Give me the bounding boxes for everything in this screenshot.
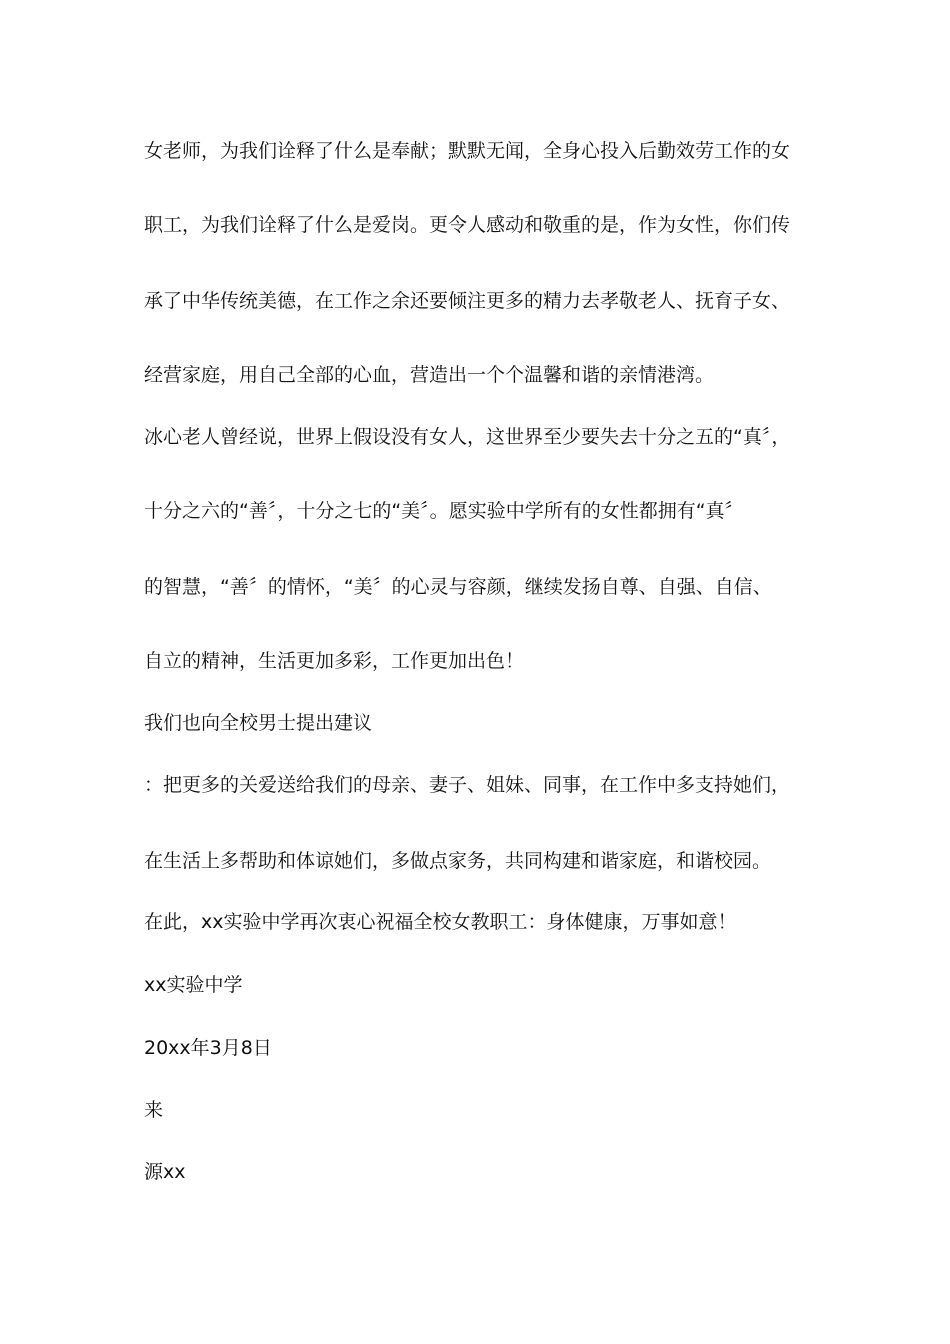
signature-school: xx实验中学 <box>144 974 243 996</box>
paragraph-line: 冰心老人曾经说，世界上假设没有女人，这世界至少要失去十分之五的“真〞， <box>144 426 791 448</box>
paragraph-line: 承了中华传统美德，在工作之余还要倾注更多的精力去孝敬老人、抚育子女、 <box>144 290 791 312</box>
paragraph-line: 女老师，为我们诠释了什么是奉献；默默无闻，全身心投入后勤效劳工作的女 <box>144 140 791 162</box>
signature-date: 20xx年3月8日 <box>144 1037 272 1059</box>
paragraph-line: 在生活上多帮助和体谅她们，多做点家务，共同构建和谐家庭，和谐校园。 <box>144 850 772 872</box>
source-label-line: 来 <box>144 1099 164 1121</box>
paragraph-line: 的智慧，“善〞的情怀，“美〞的心灵与容颜，继续发扬自尊、自强、自信、 <box>144 576 772 598</box>
paragraph-line: 经营家庭，用自己全部的心血，营造出一个个温馨和谐的亲情港湾。 <box>144 364 715 386</box>
paragraph-line: 职工，为我们诠释了什么是爱岗。更令人感动和敬重的是，作为女性，你们传 <box>144 214 791 236</box>
paragraph-line: ：把更多的关爱送给我们的母亲、妻子、姐妹、同事，在工作中多支持她们， <box>144 774 791 796</box>
paragraph-line: 十分之六的“善〞，十分之七的“美〞。愿实验中学所有的女性都拥有“真〞 <box>144 500 744 522</box>
source-value-line: 源xx <box>144 1161 186 1183</box>
suggestion-heading: 我们也向全校男士提出建议 <box>144 712 373 734</box>
blessing-line: 在此，xx实验中学再次衷心祝福全校女教职工：身体健康，万事如意！ <box>144 911 737 933</box>
paragraph-line: 自立的精神，生活更加多彩，工作更加出色！ <box>144 650 525 672</box>
